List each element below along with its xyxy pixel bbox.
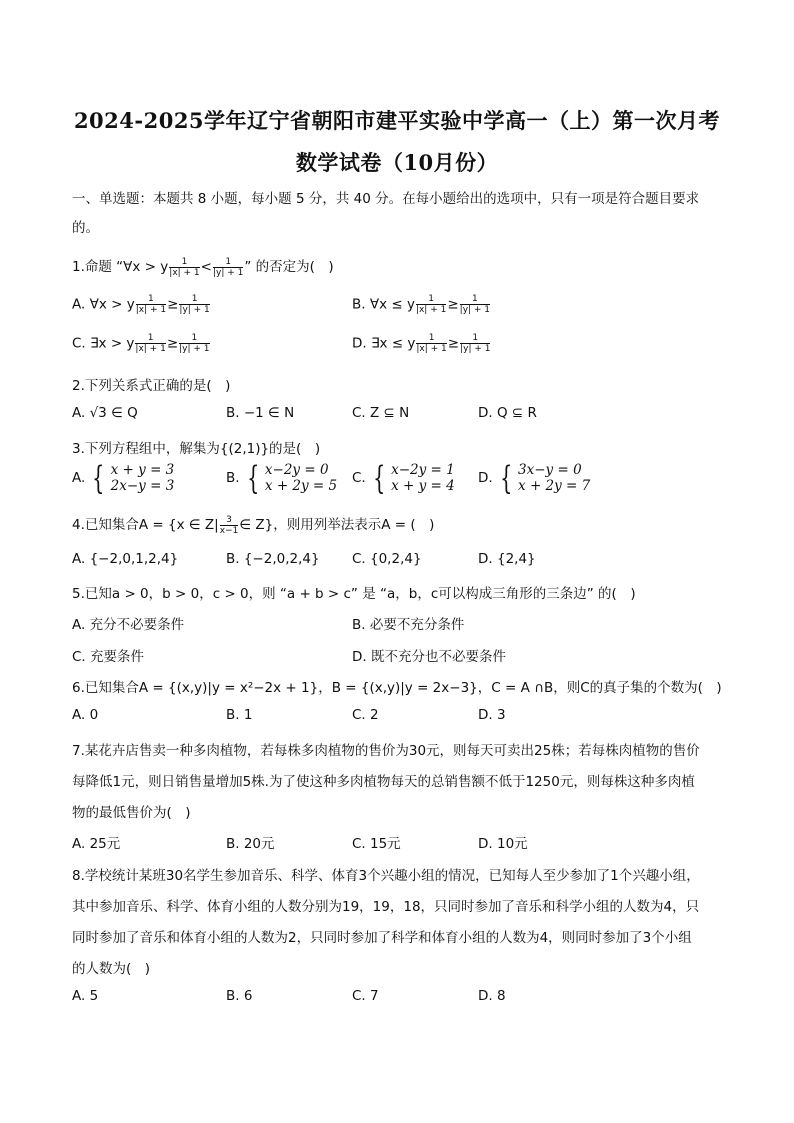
option-5a: A. 充分不必要条件 <box>72 617 185 633</box>
option-7a: A. 25元 <box>72 836 121 852</box>
question-2-stem: 2.下列关系式正确的是( ) <box>72 378 231 394</box>
option-8b: B. 6 <box>226 988 253 1004</box>
option-5d: D. 既不充分也不必要条件 <box>352 649 506 665</box>
option-1a: A. ∀x > y $\frac{1}{|x| + 1}$ ≥ $\frac{1}{|y| + 1}$ <box>72 294 210 315</box>
question-8-line-3: 同时参加了音乐和体育小组的人数为2，只同时参加了科学和体育小组的人数为4，则同时参加了3个小组 <box>72 930 692 946</box>
option-8d: D. 8 <box>478 988 506 1004</box>
section-instructions: 一、单选题：本题共 8 小题，每小题 5 分，共 40 分。在每小题给出的选项中，只有一项是符合题目要求 <box>72 191 700 207</box>
question-8-line-2: 其中参加音乐、科学、体育小组的人数分别为19，19，18，只同时参加了音乐和科学小组的人数为4，只 <box>72 899 700 915</box>
question-7-line-1: 7.某花卉店售卖一种多肉植物，若每株多肉植物的售价为30元，则每天可卖出25株；若每株肉植物的售价 <box>72 743 700 759</box>
option-4d: D. {2,4} <box>478 551 536 567</box>
option-4c: C. {0,2,4} <box>352 551 422 567</box>
section-instructions-cont: 的。 <box>72 220 99 236</box>
exam-subtitle: 数学试卷（10月份） <box>295 150 499 175</box>
option-7d: D. 10元 <box>478 836 528 852</box>
option-4a: A. {−2,0,1,2,4} <box>72 551 179 567</box>
option-5b: B. 必要不充分条件 <box>352 617 465 633</box>
fraction: $\frac{1}{|y| + 1}$ <box>212 256 244 278</box>
fraction: $\frac{3}{x-1}$ <box>219 514 239 536</box>
option-8c: C. 7 <box>352 988 379 1004</box>
question-6-stem: 6.已知集合A = {(x,y)|y = x²−2x + 1}，B = {(x,y)|y = 2x−3}，C = A ∩B，则C的真子集的个数为( ) <box>72 680 722 696</box>
fraction: $\frac{1}{|x| + 1}$ <box>169 256 200 278</box>
question-8-line-4: 的人数为( ) <box>72 961 151 977</box>
option-6c: C. 2 <box>352 707 379 723</box>
option-6b: B. 1 <box>226 707 253 723</box>
option-7b: B. 20元 <box>226 836 275 852</box>
option-1c: C. ∃x > y $\frac{1}{|x| + 1}$ ≥ $\frac{1}{|y| + 1}$ <box>72 333 210 354</box>
question-7-line-3: 物的最低售价为( ) <box>72 805 191 821</box>
option-3d: D. { 3x−y = 0 x + 2y = 7 <box>478 459 591 497</box>
option-2c: C. Z ⊆ N <box>352 405 410 421</box>
option-3b: B. { x−2y = 0 x + 2y = 5 <box>226 459 338 497</box>
question-4-stem: 4.已知集合A = {x ∈ Z| $\frac{3}{x-1}$ ∈ Z}，则用列举法表示A = ( ) <box>72 514 435 536</box>
option-4b: B. {−2,0,2,4} <box>226 551 320 567</box>
question-1-stem: 1.命题 “∀x > y $\frac{1}{|x| + 1}$ < $\frac{1}{|y| + 1}$ ” 的否定为( ) <box>72 256 334 278</box>
option-7c: C. 15元 <box>352 836 401 852</box>
option-5c: C. 充要条件 <box>72 649 145 665</box>
option-6a: A. 0 <box>72 707 99 723</box>
exam-title: 2024-2025学年辽宁省朝阳市建平实验中学高一（上）第一次月考 <box>73 108 721 133</box>
option-2a: A. √3 ∈ Q <box>72 405 138 421</box>
question-7-line-2: 每降低1元，则日销售量增加5株.为了使这种多肉植物每天的总销售额不低于1250元，则每株这种多肉植 <box>72 774 695 790</box>
option-2d: D. Q ⊆ R <box>478 405 537 421</box>
question-5-stem: 5.已知a > 0，b > 0，c > 0，则 “a + b > c” 是 “a，b，c可以构成三角形的三条边” 的( ) <box>72 586 636 602</box>
question-8-line-1: 8.学校统计某班30名学生参加音乐、科学、体育3个兴趣小组的情况，已知每人至少参加了1个兴趣小组， <box>72 868 700 884</box>
question-3-stem: 3.下列方程组中，解集为{(2,1)}的是( ) <box>72 441 321 457</box>
option-1d: D. ∃x ≤ y $\frac{1}{|x| + 1}$ ≥ $\frac{1}{|y| + 1}$ <box>352 333 491 354</box>
option-6d: D. 3 <box>478 707 506 723</box>
option-2b: B. −1 ∈ N <box>226 405 295 421</box>
option-3a: A. { x + y = 3 2x−y = 3 <box>72 459 175 497</box>
option-3c: C. { x−2y = 1 x + y = 4 <box>352 459 455 497</box>
option-8a: A. 5 <box>72 988 99 1004</box>
option-1b: B. ∀x ≤ y $\frac{1}{|x| + 1}$ ≥ $\frac{1}{|y| + 1}$ <box>352 294 491 315</box>
